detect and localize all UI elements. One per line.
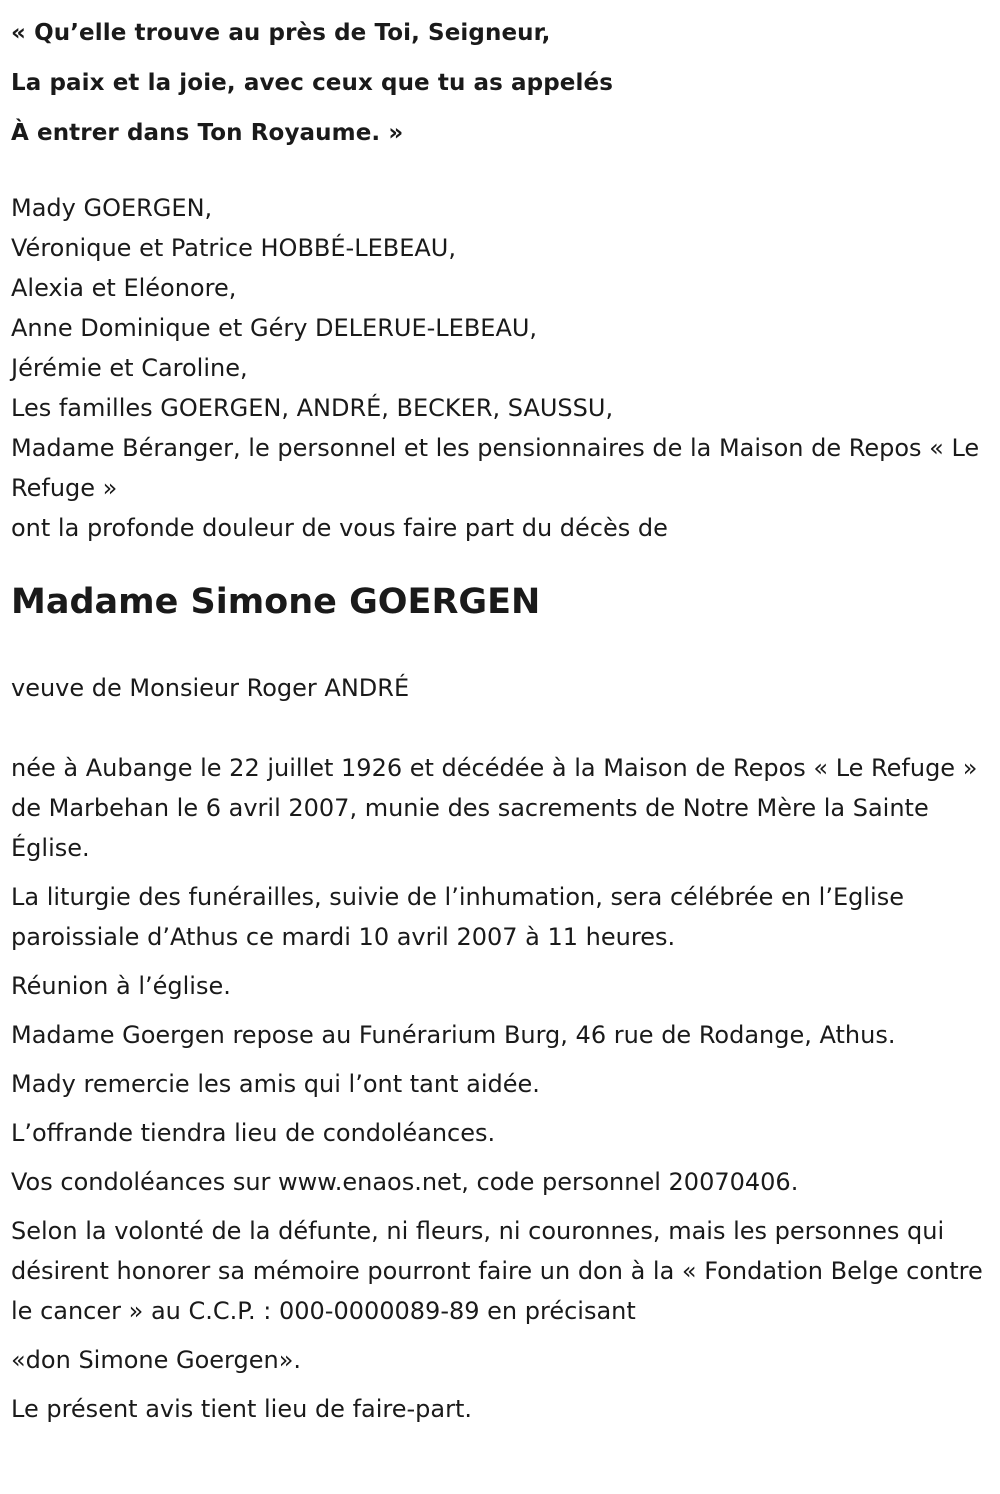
family-line: Alexia et Eléonore, [11,274,237,302]
resting-place-paragraph: Madame Goergen repose au Funérarium Burg, 46 rue de Rodange, Athus. [11,1021,896,1049]
notice-body [11,748,990,1429]
thanks-paragraph: Mady remercie les amis qui l’ont tant aidée. [11,1070,540,1098]
quote-line: La paix et la joie, avec ceux que tu as appelés [11,70,613,96]
online-condolences-paragraph: Vos condoléances sur www.enaos.net, code personnel 20070406. [11,1168,799,1196]
gathering-paragraph: Réunion à l’église. [11,972,231,1000]
donation-paragraph: Selon la volonté de la défunte, ni fleurs, ni couronnes, mais les personnes qui désirent honorer sa mémoire pourront faire un don à la « Fondation Belge contre le cancer » au C.C.P. : 000-0000089-89 en précisant [11,1217,983,1325]
quote-line: « Qu’elle trouve au près de Toi, Seigneur, [11,20,551,46]
family-line: Jérémie et Caroline, [11,354,248,382]
offering-paragraph: L’offrande tiendra lieu de condoléances. [11,1119,496,1147]
family-line: ont la profonde douleur de vous faire part du décès de [11,514,668,542]
deceased-name-heading: Madame Simone GOERGEN [11,582,541,622]
family-line: Les familles GOERGEN, ANDRÉ, BECKER, SAUSSU, [11,394,614,422]
birth-death-paragraph: née à Aubange le 22 juillet 1926 et décédée à la Maison de Repos « Le Refuge » de Marbehan le 6 avril 2007, munie des sacrements de Notre Mère la Sainte Église. [11,754,978,862]
opening-prayer-quote [11,8,990,158]
widow-of-line: veuve de Monsieur Roger ANDRÉ [11,674,410,702]
donation-reference-paragraph: «don Simone Goergen». [11,1346,302,1374]
family-list [11,188,990,548]
family-line: Véronique et Patrice HOBBÉ-LEBEAU, [11,234,456,262]
family-line: Madame Béranger, le personnel et les pensionnaires de la Maison de Repos « Le Refuge » [11,434,980,502]
family-line: Mady GOERGEN, [11,194,213,222]
quote-line: À entrer dans Ton Royaume. » [11,120,404,146]
family-line: Anne Dominique et Géry DELERUE-LEBEAU, [11,314,538,342]
funeral-liturgy-paragraph: La liturgie des funérailles, suivie de l’inhumation, sera célébrée en l’Eglise paroissiale d’Athus ce mardi 10 avril 2007 à 11 heures. [11,883,904,951]
closing-paragraph: Le présent avis tient lieu de faire-part. [11,1395,473,1423]
